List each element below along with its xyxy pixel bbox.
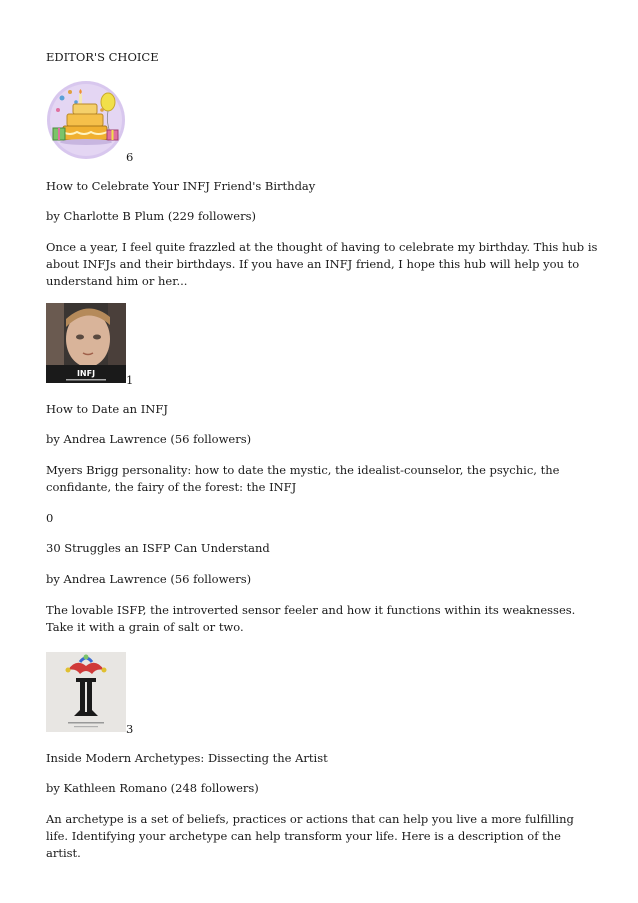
article-summary: Once a year, I feel quite frazzled at the thought of having to celebrate my birthday. This hub is about INFJs and their birthdays. If you have an INFJ friend, I hope this hub will help you to understand him or her... [46,240,598,288]
jester-logo-image[interactable] [46,652,126,732]
thumbnail-row [46,652,598,734]
birthday-cake-image[interactable] [46,80,126,160]
author-byline[interactable]: by Andrea Lawrence (56 followers) [46,572,252,586]
article-title-link[interactable]: How to Celebrate Your INFJ Friend's Birthday [46,179,316,193]
thumbnail-row [46,80,598,162]
article-title-link[interactable]: How to Date an INFJ [46,402,168,416]
thumbnail-row [46,303,598,385]
comment-count: 0 [46,511,54,525]
boy-portrait-image[interactable] [46,303,126,383]
article-summary: Myers Brigg personality: how to date the mystic, the idealist-counselor, the psychic, the confidante, the fairy of the forest: the INFJ [46,463,560,494]
thumbnail-caption: INFJ [76,369,96,378]
list-item [46,303,598,494]
article-title-link[interactable]: 30 Struggles an ISFP Can Understand [46,541,270,555]
list-item [46,80,598,288]
list-item [46,652,598,860]
section-title: EDITOR'S CHOICE [46,50,159,64]
author-byline[interactable]: by Charlotte B Plum (229 followers) [46,209,256,223]
comment-count: 6 [126,150,134,164]
author-byline[interactable]: by Kathleen Romano (248 followers) [46,781,259,795]
article-summary: The lovable ISFP, the introverted sensor feeler and how it functions within its weaknesses. Take it with a grain of salt or two. [46,603,576,634]
article-title-link[interactable]: Inside Modern Archetypes: Dissecting the Artist [46,751,328,765]
article-summary: An archetype is a set of beliefs, practices or actions that can help you live a more fulfilling life. Identifying your archetype can help transform your life. Here is a description of the artist. [46,812,574,860]
comment-count: 1 [126,373,134,387]
comment-count: 3 [126,722,134,736]
author-byline[interactable]: by Andrea Lawrence (56 followers) [46,432,252,446]
